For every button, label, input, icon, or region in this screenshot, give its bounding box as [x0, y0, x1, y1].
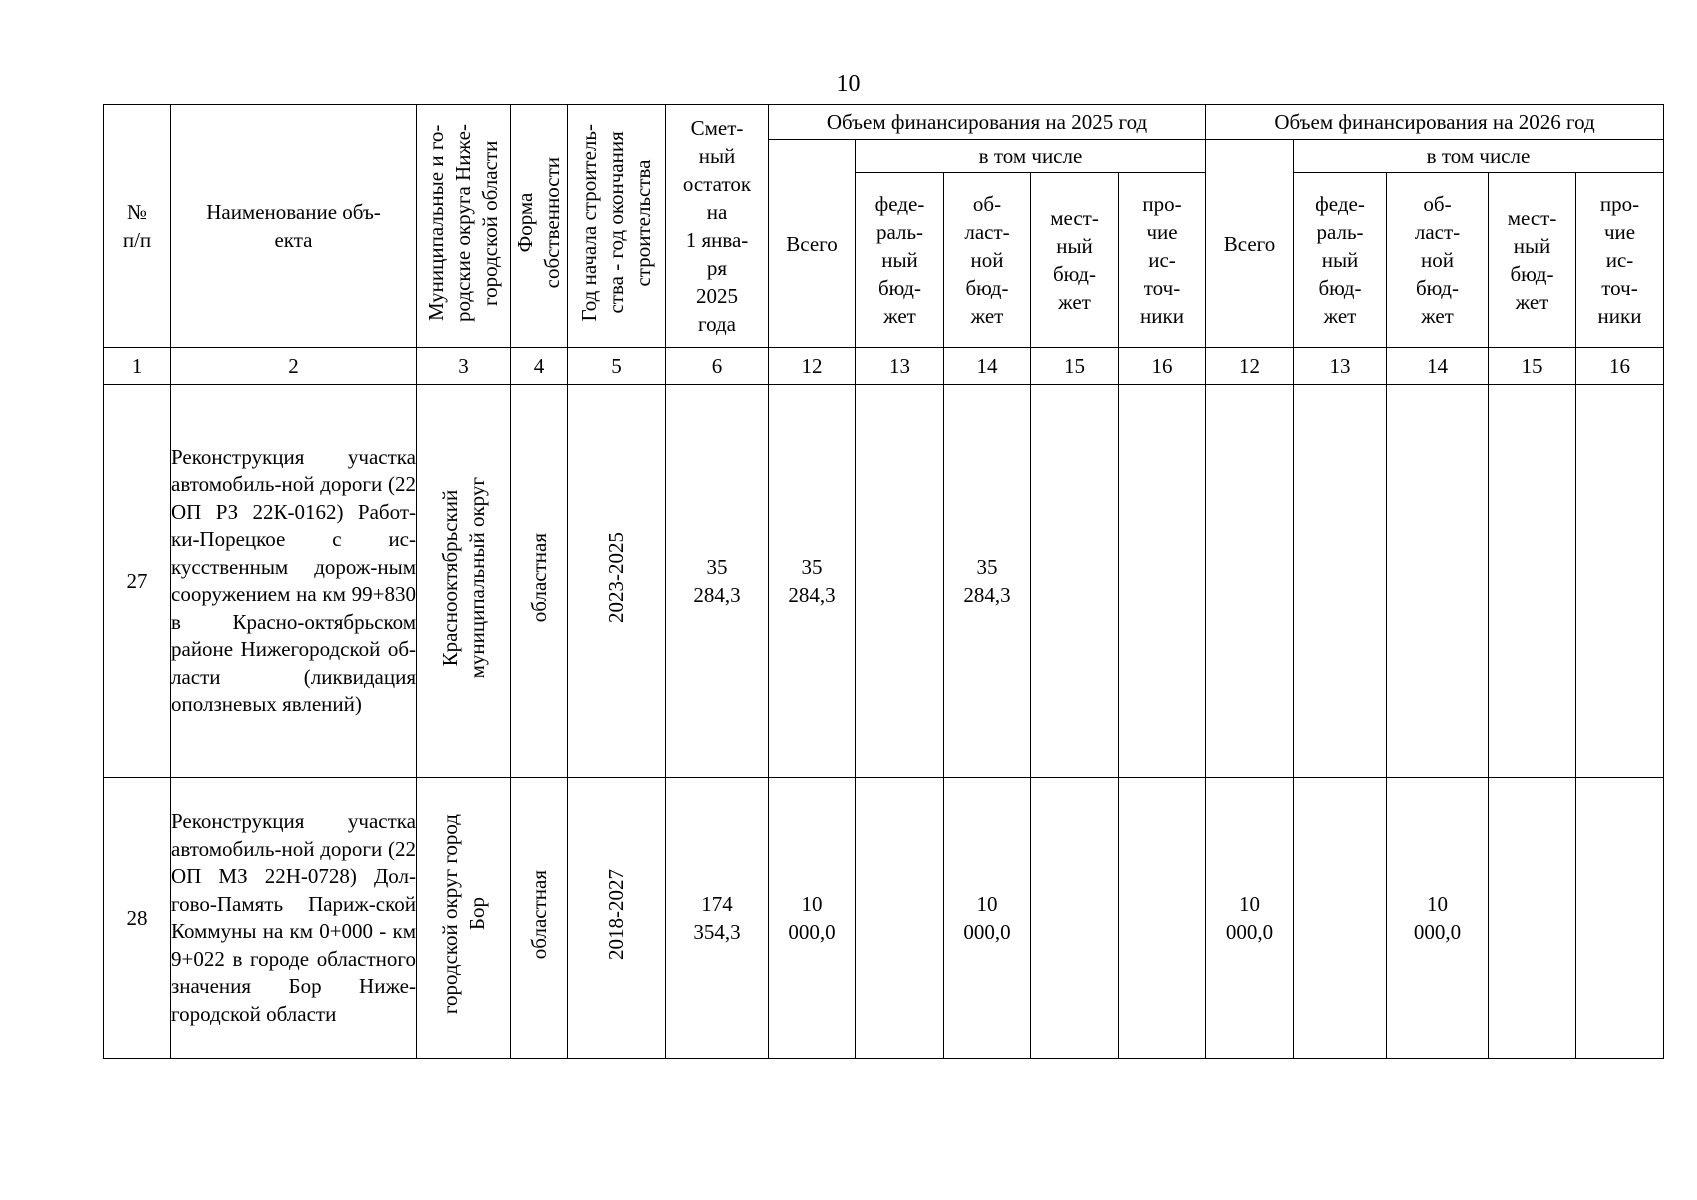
funding-2025-other [1119, 778, 1206, 1059]
column-number: 6 [666, 348, 769, 385]
header-2026-local: мест- ный бюд- жет [1489, 173, 1576, 348]
page-number: 10 [836, 71, 861, 97]
column-number: 13 [1294, 348, 1387, 385]
column-number: 12 [769, 348, 856, 385]
funding-2025-regional: 10 000,0 [944, 778, 1031, 1059]
construction-years: 2018-2027 [568, 778, 666, 1059]
header-estimate: Смет- ный остаток на 1 янва- ря 2025 года [666, 105, 769, 348]
municipality: городской округ город Бор [417, 778, 511, 1059]
ownership: областная [511, 778, 568, 1059]
funding-2026-regional: 10 000,0 [1387, 778, 1489, 1059]
header-funding-2026: Объем финансирования на 2026 год [1206, 105, 1664, 140]
funding-2025-federal [856, 385, 944, 778]
ownership: областная [511, 385, 568, 778]
row-number: 27 [104, 385, 171, 778]
header-2026-other: про- чие ис- точ- ники [1576, 173, 1664, 348]
funding-2025-other [1119, 385, 1206, 778]
header-2026-including: в том числе [1294, 140, 1664, 173]
header-municipality: Муниципальные и го- родские округа Ниже- городской области [417, 105, 511, 348]
header-funding-2025: Объем финансирования на 2025 год [769, 105, 1206, 140]
funding-2026-regional [1387, 385, 1489, 778]
funding-2026-total [1206, 385, 1294, 778]
header-2025-local: мест- ный бюд- жет [1031, 173, 1119, 348]
header-ownership: Форма собственности [511, 105, 568, 348]
column-number-row [104, 348, 1664, 385]
column-number: 1 [104, 348, 171, 385]
funding-2025-regional: 35 284,3 [944, 385, 1031, 778]
funding-2025-total: 35 284,3 [769, 385, 856, 778]
header-2025-total: Всего [769, 140, 856, 348]
funding-2025-local [1031, 385, 1119, 778]
funding-2026-other [1576, 385, 1664, 778]
estimate-balance: 35 284,3 [666, 385, 769, 778]
header-name: Наименование объ- екта [171, 105, 417, 348]
construction-years: 2023-2025 [568, 385, 666, 778]
funding-2025-total: 10 000,0 [769, 778, 856, 1059]
estimate-balance: 174 354,3 [666, 778, 769, 1059]
header-num: № п/п [104, 105, 171, 348]
column-number: 15 [1031, 348, 1119, 385]
header-2025-federal: феде- раль- ный бюд- жет [856, 173, 944, 348]
funding-2026-other [1576, 778, 1664, 1059]
header-years: Год начала строитель- ства - год окончания строительства [568, 105, 666, 348]
column-number: 15 [1489, 348, 1576, 385]
table-row [104, 385, 1664, 778]
column-number: 12 [1206, 348, 1294, 385]
funding-2026-federal [1294, 385, 1387, 778]
municipality: Краснооктябрьский муниципальный округ [417, 385, 511, 778]
header-2026-total: Всего [1206, 140, 1294, 348]
object-name: Реконструкция участка автомобиль-ной дороги (22 ОП РЗ 22К-0162) Работ-ки-Порецкое с ис-кусственным дорож-ным сооружением на км 99+830 в Красно-октябрьском районе Нижегородской об-ласти (ликвидация оползневых явлений) [171, 385, 417, 778]
column-number: 3 [417, 348, 511, 385]
funding-2026-federal [1294, 778, 1387, 1059]
column-number: 16 [1576, 348, 1664, 385]
column-number: 5 [568, 348, 666, 385]
column-number: 2 [171, 348, 417, 385]
header-2025-regional: об- ласт- ной бюд- жет [944, 173, 1031, 348]
header-2026-federal: феде- раль- ный бюд- жет [1294, 173, 1387, 348]
header-2026-regional: об- ласт- ной бюд- жет [1387, 173, 1489, 348]
funding-2026-local [1489, 778, 1576, 1059]
column-number: 14 [1387, 348, 1489, 385]
header-2025-other: про- чие ис- точ- ники [1119, 173, 1206, 348]
row-number: 28 [104, 778, 171, 1059]
column-number: 4 [511, 348, 568, 385]
funding-2025-local [1031, 778, 1119, 1059]
object-name: Реконструкция участка автомобиль-ной дороги (22 ОП МЗ 22Н-0728) Дол-гово-Память Париж-ской Коммуны на км 0+000 - км 9+022 в городе областного значения Бор Ниже-городской области [171, 778, 417, 1059]
column-number: 14 [944, 348, 1031, 385]
header-2025-including: в том числе [856, 140, 1206, 173]
investment-table [103, 104, 1664, 1059]
column-number: 13 [856, 348, 944, 385]
funding-2026-local [1489, 385, 1576, 778]
column-number: 16 [1119, 348, 1206, 385]
table-row [104, 778, 1664, 1059]
funding-2025-federal [856, 778, 944, 1059]
funding-2026-total: 10 000,0 [1206, 778, 1294, 1059]
